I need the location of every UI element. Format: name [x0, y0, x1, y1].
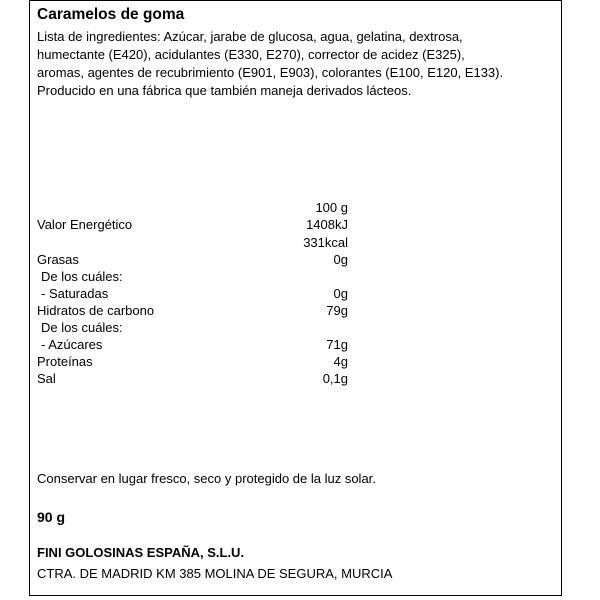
nutrition-label-carbohydrates: Hidratos de carbono: [37, 303, 155, 318]
net-weight: 90 g: [37, 509, 66, 525]
ingredients-line: aromas, agentes de recubrimiento (E901, E903), colorantes (E100, E120, E133).: [37, 65, 504, 80]
nutrition-label-saturated: - Saturadas: [41, 286, 109, 301]
product-title: Caramelos de goma: [37, 6, 185, 23]
ingredients-line: humectante (E420), acidulantes (E330, E270), corrector de acidez (E325),: [37, 47, 465, 62]
nutrition-label-of-which: De los cuáles:: [41, 269, 123, 284]
nutrition-value-saturated: 0g: [333, 286, 348, 301]
nutrition-value-energy-kj: 1408kJ: [306, 217, 348, 232]
nutrition-value-carbohydrates: 79g: [326, 303, 348, 318]
storage-instructions: Conservar en lugar fresco, seco y protegido de la luz solar.: [37, 471, 376, 486]
nutrition-per-header: 100 g: [315, 200, 348, 215]
nutrition-value-sugars: 71g: [326, 337, 348, 352]
nutrition-label-of-which: De los cuáles:: [41, 320, 123, 335]
company-name: FINI GOLOSINAS ESPAÑA, S.L.U.: [37, 545, 245, 560]
ingredients-list: [37, 28, 557, 100]
nutrition-label-energy: Valor Energético: [37, 217, 133, 232]
ingredients-line: Lista de ingredientes: Azúcar, jarabe de glucosa, agua, gelatina, dextrosa,: [37, 29, 463, 44]
company-address: CTRA. DE MADRID KM 385 MOLINA DE SEGURA, MURCIA: [37, 566, 393, 581]
nutrition-label-fat: Grasas: [37, 252, 79, 267]
nutrition-label-salt: Sal: [37, 371, 56, 386]
nutrition-label-sugars: - Azúcares: [41, 337, 103, 352]
nutrition-value-fat: 0g: [333, 252, 348, 267]
nutrition-value-protein: 4g: [333, 354, 348, 369]
nutrition-label-protein: Proteínas: [37, 354, 93, 369]
nutrition-value-energy-kcal: 331kcal: [303, 235, 348, 250]
nutrition-value-salt: 0,1g: [322, 371, 348, 386]
allergen-notice: Producido en una fábrica que también maneja derivados lácteos.: [37, 83, 412, 98]
